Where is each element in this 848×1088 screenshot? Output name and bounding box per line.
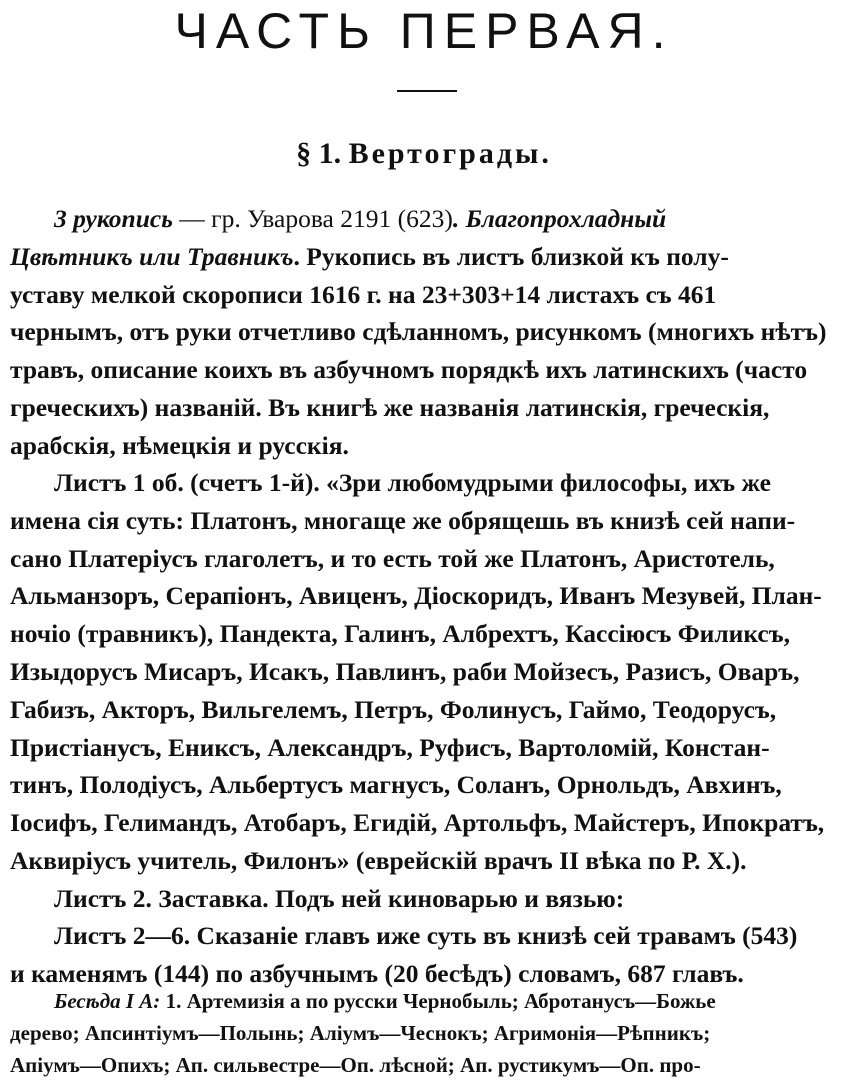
- paragraph-manuscript: [10, 200, 840, 465]
- text-line: сано Платерiусъ глаголетъ, и то есть той же Платонъ, Аристотель,: [10, 543, 775, 573]
- text-line: арабскiя, нѣмецкiя и русскiя.: [10, 430, 349, 460]
- text-line: тинъ, Полодiусъ, Альбертусъ магнусъ, Соланъ, Орнольдъ, Авхинъ,: [10, 770, 782, 800]
- section-heading: [0, 137, 848, 171]
- text-line: Альманзоръ, Серапiонъ, Авиценъ, Дiоскоридъ, Иванъ Мезувей, План-: [10, 581, 822, 611]
- manuscript-title-part: Цвѣтникъ или Травникъ: [10, 241, 294, 271]
- text-line: чернымъ, отъ руки отчетливо сдѣланномъ, рисункомъ (многихъ нѣтъ): [10, 317, 827, 347]
- paragraph-list-2-6: [10, 917, 840, 993]
- text-line: Листъ 1 об. (счетъ 1-й). «Зри любомудрыми философы, ихъ же: [54, 468, 771, 497]
- text-line: травъ, описание коихъ въ азбучномъ порядкѣ ихъ латинскихъ (часто: [10, 355, 808, 385]
- paragraph-beseda: [10, 985, 840, 1081]
- text-line: Апiумъ—Опихъ; Ап. сильвестре—Оп. лѣсной; Ап. рустикумъ—Оп. про-: [10, 1053, 701, 1077]
- manuscript-title-part: . Благопрохладный: [452, 204, 667, 233]
- text-line: [10, 238, 840, 276]
- text-line: греческихъ) названiй. Въ книгѣ же названiя латинскiя, греческiя,: [10, 392, 770, 422]
- title-divider: [397, 90, 457, 92]
- text-line: Листъ 2. Заставка. Подъ ней киноварью и вязью:: [54, 884, 625, 913]
- text-line: Листъ 2—6. Сказанiе главъ иже суть въ книзѣ сей травамъ (543): [54, 921, 798, 950]
- manuscript-number: 3 рукопись: [54, 204, 173, 233]
- text-line: дерево; Апсинтiумъ—Полынь; Алiумъ—Чеснокъ; Агримонiя—Рѣпникъ;: [10, 1021, 711, 1045]
- text-fragment: 1. Артемизiя а по русски Чернобыль; Абротанусъ—Божье: [160, 989, 716, 1013]
- text-line: Пристiанусъ, Ениксъ, Александръ, Руфисъ, Вартоломiй, Констан-: [10, 732, 770, 762]
- text-line: Изыдорусъ Мисаръ, Исакъ, Павлинъ, раби Мойзесъ, Разисъ, Оваръ,: [10, 656, 800, 686]
- text-line: Габизъ, Акторъ, Вильгелемъ, Петръ, Фолинусъ, Гаймо, Теодорусъ,: [10, 694, 777, 724]
- section-title: Вертограды.: [348, 137, 552, 170]
- text-line: и каменямъ (144) по азбучнымъ (20 бесѣдъ) словамъ, 687 главъ.: [10, 958, 744, 988]
- text-line: уставу мелкой скорописи 1616 г. на 23+303+14 листахъ съ 461: [10, 279, 717, 309]
- part-title: ЧАСТЬ ПЕРВАЯ.: [174, 3, 674, 59]
- text-line: Аквирiусъ учитель, Филонъ» (еврейскiй врачъ II вѣка по Р. Х.).: [10, 845, 747, 875]
- paragraph-list-philosophers: [10, 464, 840, 880]
- text-line: Iосифъ, Гелимандъ, Атобаръ, Егидiй, Артольфъ, Майстеръ, Ипократъ,: [10, 808, 825, 838]
- text-fragment: . Рукопись въ листъ близкой къ полу-: [293, 241, 729, 271]
- text-line: [10, 985, 840, 1017]
- text-line: [10, 200, 840, 238]
- text-line: имена сiя суть: Платонъ, многаще же обрящешь въ книзѣ сей напи-: [10, 505, 796, 535]
- beseda-label: Бесѣда I А:: [54, 989, 161, 1013]
- section-number: § 1.: [296, 137, 342, 170]
- paragraph-list-2: [10, 880, 840, 918]
- text-line: ночiо (травникъ), Пандекта, Галинъ, Албрехтъ, Кассiюсъ Филиксъ,: [10, 619, 790, 649]
- manuscript-owner: — гр. Уварова 2191 (623): [172, 204, 453, 233]
